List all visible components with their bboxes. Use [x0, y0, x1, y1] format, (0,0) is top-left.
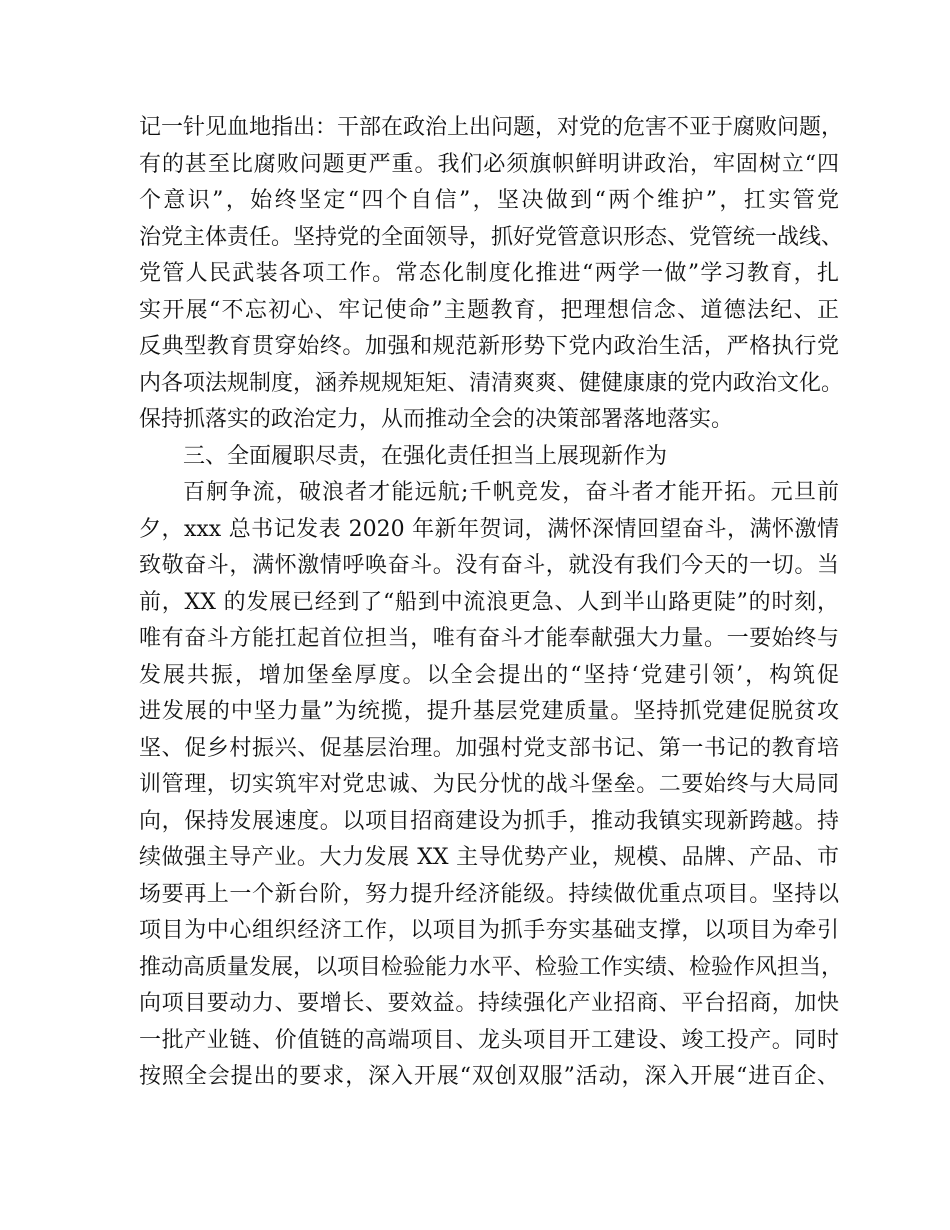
text-line: 一批产业链、价值链的高端项目、龙头项目开工建设、竣工投产。同时 [139, 1027, 839, 1053]
text-line: 记一针见血地指出：干部在政治上出问题，对党的危害不亚于腐败问题， [139, 115, 844, 140]
document-body [139, 110, 844, 1096]
text-line: 反典型教育贯穿始终。加强和规范新形势下党内政治生活，严格执行党 [139, 334, 839, 359]
text-line: 百舸争流，破浪者才能远航;千帆竞发，奋斗者才能开拓。元旦前 [183, 480, 839, 505]
text-line: 唯有奋斗方能扛起首位担当，唯有奋斗才能奉献强大力量。一要始终与 [139, 626, 839, 651]
text-line: 内各项法规制度，涵养规规矩矩、清清爽爽、健健康康的党内政治文化。 [139, 370, 844, 396]
text-line: 个意识”，始终坚定“四个自信”，坚决做到“两个维护”，扛实管党 [139, 188, 839, 213]
text-line: 场要再上一个新台阶，努力提升经济能级。持续做优重点项目。坚持以 [139, 881, 839, 907]
text-line: 向项目要动力、要增长、要效益。持续强化产业招商、平台招商，加快 [139, 991, 839, 1016]
text-line: 党管人民武装各项工作。常态化制度化推进“两学一做”学习教育，扎 [139, 261, 839, 286]
text-line: 实开展“不忘初心、牢记使命”主题教育，把理想信念、道德法纪、正 [139, 297, 839, 323]
text-line: 前，XX 的发展已经到了“船到中流浪更急、人到半山路更陡”的时刻， [139, 589, 839, 615]
text-line: 训管理，切实筑牢对党忠诚、为民分忧的战斗堡垒。二要始终与大局同 [139, 772, 839, 797]
text-line: 治党主体责任。坚持党的全面领导，抓好党管意识形态、党管统一战线、 [139, 224, 844, 250]
text-line: 推动高质量发展，以项目检验能力水平、检验工作实绩、检验作风担当， [139, 954, 844, 980]
text-line: 致敬奋斗，满怀激情呼唤奋斗。没有奋斗，就没有我们今天的一切。当 [139, 553, 839, 578]
text-line: 向，保持发展速度。以项目招商建设为抓手，推动我镇实现新跨越。持 [139, 808, 839, 834]
text-line: 发展共振，增加堡垒厚度。以全会提出的“坚持‘党建引领’，构筑促 [139, 662, 839, 688]
text-line: 坚、促乡村振兴、促基层治理。加强村党支部书记、第一书记的教育培 [139, 735, 839, 761]
text-line: 夕，xxx 总书记发表 2020 年新年贺词，满怀深情回望奋斗，满怀激情 [139, 516, 839, 542]
text-line: 有的甚至比腐败问题更严重。我们必须旗帜鲜明讲政治，牢固树立“四 [139, 151, 839, 177]
text-line: 保持抓落实的政治定力，从而推动全会的决策部署落地落实。 [139, 407, 734, 432]
text-line: 续做强主导产业。大力发展 XX 主导优势产业，规模、品牌、产品、市 [139, 845, 839, 870]
text-line: 按照全会提出的要求，深入开展“双创双服”活动，深入开展“进百企、 [139, 1064, 839, 1089]
section-heading: 三、全面履职尽责，在强化责任担当上展现新作为 [183, 443, 668, 469]
text-line: 进发展的中坚力量”为统揽，提升基层党建质量。坚持抓党建促脱贫攻 [139, 699, 839, 724]
text-line: 项目为中心组织经济工作，以项目为抓手夯实基础支撑，以项目为牵引 [139, 918, 839, 943]
